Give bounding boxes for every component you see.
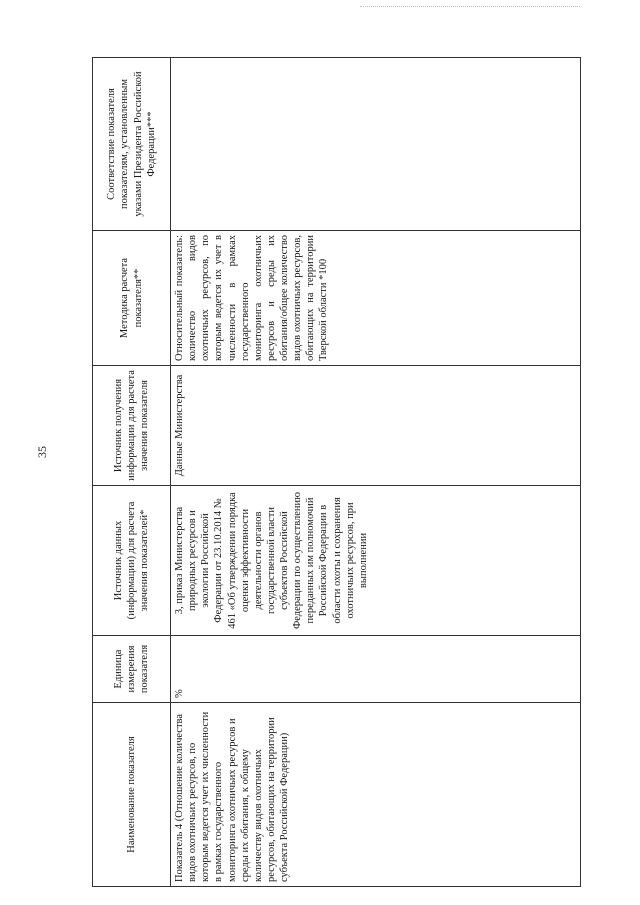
header-indicator-name: Наименование показателя: [93, 703, 171, 887]
table-row: [171, 58, 581, 887]
header-data-source: Источник данных (информации) для расчета значения показателей*: [93, 486, 171, 636]
indicator-table-wrapper: [92, 58, 580, 887]
page-number: 35: [35, 446, 49, 458]
rotated-table-container: [92, 58, 580, 887]
header-info-source: Источник получения информации для расчета значения показателя: [93, 366, 171, 486]
scan-artifact-marks: [360, 6, 580, 9]
indicator-table: [92, 57, 581, 887]
header-method: Методика расчета показателя**: [93, 231, 171, 366]
cell-info-source: Данные Министерства: [171, 366, 581, 486]
cell-method: Относительный показатель: количество видов охотничьих ресурсов, по которым ведется их учет в численности в рамках государственного мониторинга охотничьих ресурсов и среды их обитания/общее количество видов охотничьих ресурсов, обитающих на территории Тверской области *100: [171, 231, 581, 366]
header-unit: Единица измерения показателя: [93, 636, 171, 703]
cell-data-source: 3, приказ Министерства природных ресурсов и экологии Российской Федерации от 23.10.2014 № 461 «Об утверждении порядка оценки эффективности деятельности органов государственной власти субъектов Российской Федерации по осуществлению переданных им полномочий Российской Федерации в области охоты и сохранения охотничьих ресурсов, при выполнении: [171, 486, 581, 636]
cell-compliance: [171, 58, 581, 231]
header-compliance: Соответствие показателя показателям, установленным указами Президента Российской Федерации***: [93, 58, 171, 231]
cell-unit: %: [171, 636, 581, 703]
table-header-row: [93, 58, 171, 887]
cell-indicator-name: Показатель 4 (Отношение количества видов охотничьих ресурсов, по которым ведется учет их численности в рамках государственного мониторинга охотничьих ресурсов и среды их обитания, к общему количеству видов охотничьих ресурсов, обитающих на территории субъекта Российской Федерации): [171, 703, 581, 887]
